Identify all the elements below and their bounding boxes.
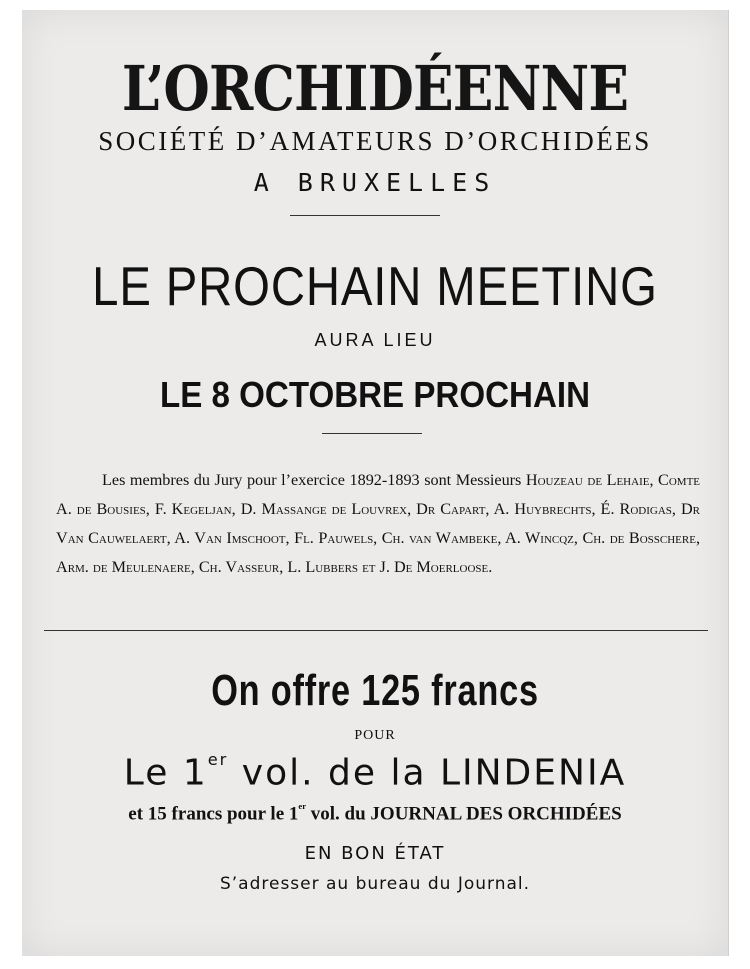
lindenia-post: vol. de la LINDENIA: [228, 752, 627, 794]
condition-line: EN BON ÉTAT: [304, 843, 446, 864]
jury-paragraph: [56, 466, 700, 582]
second-pre: et 15 francs pour le 1: [128, 803, 299, 825]
journal-title: L’ORCHIDÉENNE: [121, 52, 629, 125]
divider-top: [290, 215, 440, 216]
meeting-headline: LE PROCHAIN MEETING: [92, 255, 658, 317]
lindenia-sup: er: [207, 750, 229, 769]
jury-intro: Les membres du Jury pour l’exercice 1892-1893 sont Messieurs: [102, 471, 522, 489]
journal-offer-line: [22, 801, 728, 825]
pour-label: POUR: [354, 728, 396, 743]
jury-names: Houzeau de Lehaie, Comte A. de Bousies, F. Kegeljan, D. Massange de Louvrex, Dr Capart, A. Huybrechts, É. Rodigas, Dr Van Cauwelaert, A. Van Imschoot, Fl. Pauwels, Ch. van Wambeke, A. Wincqz, Ch. de Bosschere, Arm. de Meulenaere, Ch. Vasseur, L. Lubbers et J. De Moerloose.: [56, 471, 701, 576]
aura-lieu: AURA LIEU: [314, 330, 436, 350]
society-subtitle: SOCIÉTÉ D’AMATEURS D’ORCHIDÉES: [98, 126, 652, 156]
lindenia-line: [22, 750, 728, 793]
second-sup: er: [298, 801, 306, 811]
lindenia-pre: Le 1: [123, 752, 208, 794]
meeting-date: LE 8 OCTOBRE PROCHAIN: [159, 374, 590, 415]
city-line: A BRUXELLES: [253, 168, 497, 197]
second-post: vol. du JOURNAL DES ORCHIDÉES: [306, 803, 622, 825]
contact-line: S’adresser au bureau du Journal.: [219, 874, 531, 894]
document-page: [22, 10, 729, 956]
offer-headline: On offre 125 francs: [211, 666, 539, 715]
divider-middle: [322, 433, 422, 434]
divider-bottom: [44, 630, 708, 631]
